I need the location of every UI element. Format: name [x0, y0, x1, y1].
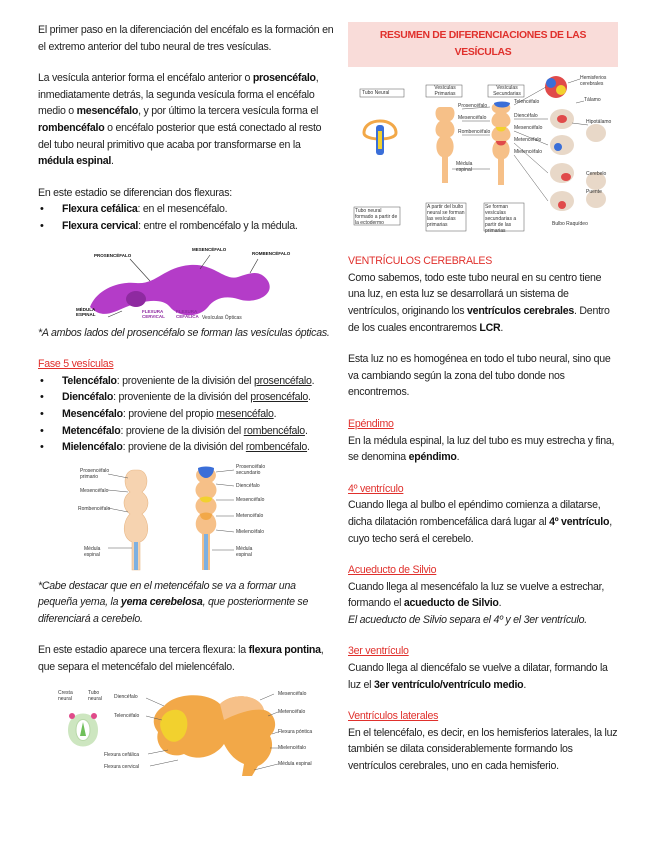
five-vesicles-figure [38, 462, 334, 574]
label-vesiculas-secundarias: Vesículas Secundarias [493, 85, 521, 98]
label-rombencefalo-summary: Rombencéfalo [458, 129, 491, 136]
label-medula-espinal: MÉDULA ESPINAL [76, 306, 96, 317]
label-prosencefalo-primario: Prosencéfalo primario [80, 467, 110, 480]
label-metencefalo-fig3: Metencéfalo [278, 708, 306, 715]
silvio-note: El acueducto de Silvio separa el 4º y el 3er ventrículo. [348, 613, 587, 626]
label-mesencefalo-fig3: Mesencéfalo [278, 690, 307, 697]
label-metencefalo-right: Metencéfalo [236, 512, 264, 519]
three-vesicles-paragraph: La vesícula anterior forma el encéfalo anterior o prosencéfalo, inmediatamente detrás, la segunda vesícula forma el encéfalo medio o mesencéfalo, y por último la tercera vesícula forma el rombencéfalo o encéfalo posterior que está conectado al resto del tubo neural primitivo que acaba por transformarse en la médula espinal. [38, 72, 322, 168]
label-mesencefalo-right: Mesencéfalo [236, 496, 265, 503]
fase5-title: Fase 5 vesículas [38, 358, 114, 371]
list-item: • Mielencéfalo: proviene de la división del rombencéfalo. [38, 439, 334, 456]
cerebellar-bud-note: *Cabe destacar que en el metencéfalo se va a formar una pequeña yema, la yema cerebelosa, que posteriormente se diferenciará a cerebelo. [38, 579, 309, 625]
label-vesiculas-primarias: Vesículas Primarias [434, 85, 456, 98]
list-item: • Diencéfalo: proveniente de la división del prosencéfalo. [38, 389, 334, 406]
summary-title: RESUMEN DE DIFERENCIACIONES DE LAS VESÍCULAS [348, 22, 618, 67]
fase5-list [38, 373, 334, 456]
list-item: • Telencéfalo: proveniente de la división del prosencéfalo. [38, 373, 334, 390]
label-mesencefalo-left: Mesencéfalo [80, 487, 109, 494]
label-tubo-neural-summary: Tubo Neural [362, 90, 390, 97]
label-medula-left: Médula espinal [84, 545, 101, 558]
label-mielencefalo-fig3: Mielencéfalo [278, 744, 307, 751]
label-mesencefalo-summary-2: Mesencéfalo [514, 125, 543, 132]
ventricles-paragraph: Como sabemos, todo este tubo neural en su centro tiene una luz, en esta luz se desarrollará un sistema de ventrículos, originando los ventrículos cerebrales. Dentro de los cuales encontraremos LCR. [348, 271, 610, 334]
label-flexura-cervical-fig3: Flexura cervical [104, 763, 140, 770]
lumen-paragraph: Esta luz no es homogénea en todo el tubo neural, sino que va cambiando según la zona del tubo donde nos encontremos. [348, 353, 611, 399]
silvio-title: Acueducto de Silvio [348, 564, 437, 577]
third-ventricle-title: 3er ventrículo [348, 645, 409, 658]
flexures-list [38, 201, 334, 234]
ependimo-title: Epéndimo [348, 417, 394, 430]
label-mielencefalo-summary: Mielencéfalo [514, 149, 543, 156]
pontine-flexure-figure [38, 686, 334, 780]
label-vesiculas-secundarias-note: Se forman vesículas secundarias a partir de las primarias [485, 204, 517, 235]
label-cresta-neural: Cresta neural [58, 689, 73, 702]
label-vesiculas-primarias-note: A partir del bulto neural se forman las vesículas primarias [427, 204, 465, 229]
label-puente: Puente [586, 189, 602, 196]
label-medula-right: Médula espinal [236, 545, 253, 558]
lateral-ventricles-title: Ventrículos laterales [348, 710, 439, 723]
label-vesiculas-opticas: Vesículas Ópticas [202, 314, 242, 321]
list-item: • Flexura cefálica: en el mesencéfalo. [38, 201, 334, 218]
label-prosencefalo-summary: Prosencéfalo [458, 103, 488, 110]
label-cerebelo: Cerebelo [586, 171, 607, 178]
flexures-intro: En este estadio se diferencian dos flexuras: [38, 186, 232, 199]
label-telencefalo-fig3: Telencéfalo [114, 712, 140, 719]
fourth-ventricle-paragraph: Cuando llega al bulbo el epéndimo comienza a dilatarse, dicha dilatación rombencefálica dará lugar al 4º ventrículo, cuyo techo será el cerebelo. [348, 499, 612, 545]
label-talamo: Tálamo [584, 97, 601, 104]
label-tubo-neural: Tubo neural [88, 689, 102, 702]
label-flexura-cervical: FLEXURA CERVICAL [142, 308, 165, 319]
label-metencefalo-summary: Metencéfalo [514, 137, 542, 144]
label-mesencefalo: MESENCÉFALO [192, 246, 227, 252]
label-flexura-cefalica: FLEXURA CEFÁLICA [176, 308, 199, 319]
label-rombencefalo: ROMBENCÉFALO [252, 250, 291, 256]
summary-diagram [348, 73, 618, 241]
silvio-paragraph: Cuando llega al mesencéfalo la luz se vuelve a estrechar, formando el acueducto de Silvio. [348, 580, 605, 610]
intro-paragraph: El primer paso en la diferenciación del encéfalo es la formación en el extremo anterior del tubo neural de tres vesículas. [38, 24, 334, 53]
label-bulbo: Bulbo Raquídeo [552, 221, 588, 228]
label-prosencefalo: PROSENCÉFALO [94, 252, 132, 258]
fourth-ventricle-title: 4º ventrículo [348, 482, 404, 495]
list-item: • Flexura cervical: entre el rombencéfalo y la médula. [38, 218, 334, 235]
label-flexura-pontica: Flexura póntica [278, 728, 313, 735]
lateral-ventricles-paragraph: En el telencéfalo, es decir, en los hemisferios laterales, la luz también se dilata considerablemente formando los ventrículos cerebrales, uno en cada hemisferio. [348, 726, 618, 773]
ventricles-title: VENTRÍCULOS CEREBRALES [348, 255, 493, 268]
three-vesicles-figure [38, 241, 334, 323]
list-item: • Mesencéfalo: proviene del propio mesencéfalo. [38, 406, 334, 423]
label-diencefalo-right: Diencéfalo [236, 482, 260, 489]
label-telencefalo-summary: Telencéfalo [514, 99, 540, 106]
label-mielencefalo-right: Mielencéfalo [236, 528, 265, 535]
label-diencefalo-summary: Diencéfalo [514, 113, 538, 120]
label-prosencefalo-secundario: Prosencéfalo secundario [236, 463, 266, 476]
optic-vesicles-note: *A ambos lados del prosencéfalo se forman las vesículas ópticas. [38, 326, 330, 339]
label-rombencefalo-left: Rombencéfalo [78, 505, 111, 512]
label-flexura-cefalica-fig3: Flexura cefálica [104, 751, 140, 758]
right-column [348, 22, 618, 775]
label-hipotalamo: Hipotálamo [586, 119, 612, 126]
label-tubo-neural-formado: Tubo neural formado a partir de la ectodermo [355, 208, 398, 227]
list-item: • Metencéfalo: proviene de la división del rombencéfalo. [38, 423, 334, 440]
label-hemisferios: Hemisferios cerebrales [580, 75, 607, 88]
label-mesencefalo-summary: Mesencéfalo [458, 115, 487, 122]
third-ventricle-paragraph: Cuando llega al diencéfalo se vuelve a dilatar, formando la luz el 3er ventrículo/ventrículo medio. [348, 662, 608, 691]
label-medula-fig3: Médula espinal [278, 760, 312, 767]
left-column [38, 22, 334, 780]
pontine-flexure-paragraph: En este estadio aparece una tercera flexura: la flexura pontina, que separa el metencéfalo del mielencéfalo. [38, 644, 324, 674]
ependimo-paragraph: En la médula espinal, la luz del tubo es muy estrecha y fina, se denomina epéndimo. [348, 434, 615, 464]
label-diencefalo-fig3: Diencéfalo [114, 693, 138, 700]
label-medula-summary: Médula espinal [456, 161, 473, 174]
